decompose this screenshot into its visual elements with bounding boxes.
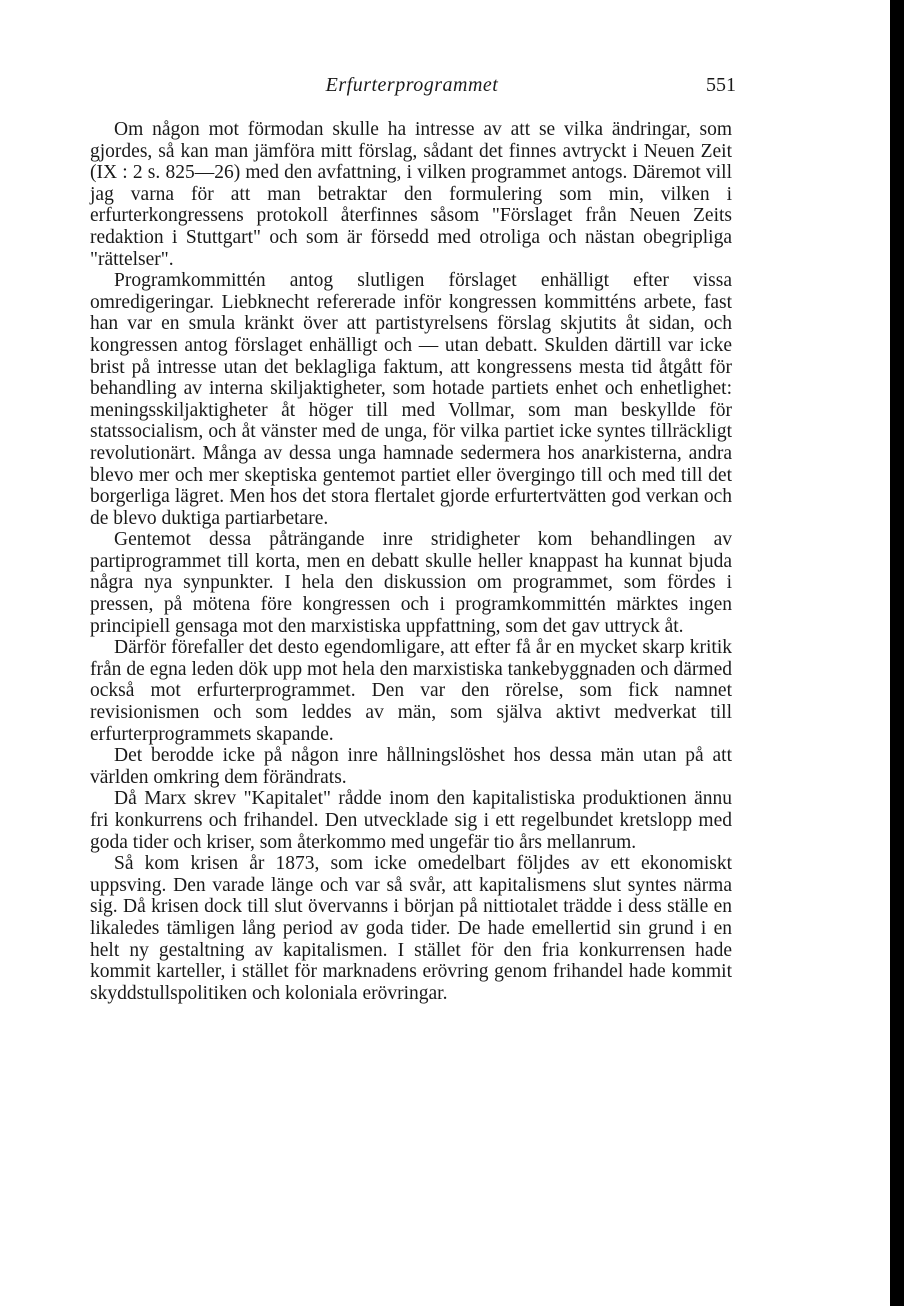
paragraph: Så kom krisen år 1873, som icke omedelbart följdes av ett ekonomiskt uppsving. Den varade länge och var så svår, att kapitalismens slut syntes närma sig. Då krisen dock till slut övervanns i början på nittiotalet trädde i dess ställe en likaledes tämligen lång period av goda tider. De hade emellertid sin grund i en helt ny gestaltning av kapitalismen. I stället för den fria konkurrensen hade kommit karteller, i stället för marknadens erövring genom frihandel hade kommit skyddstullspolitiken och koloniala erövringar. <box>90 853 732 1004</box>
paragraph: Gentemot dessa påträngande inre stridigheter kom behandlingen av partiprogrammet till korta, men en debatt skulle heller knappast ha kunnat bjuda några nya synpunkter. I hela den diskussion om programmet, som fördes i pressen, på mötena före kongressen och i programkommittén märktes ingen principiell gensaga mot den marxistiska uppfattning, som det gav uttryck åt. <box>90 529 732 637</box>
body-text <box>90 119 732 1004</box>
page-number: 551 <box>706 74 736 96</box>
paragraph: Då Marx skrev "Kapitalet" rådde inom den kapitalistiska produktionen ännu fri konkurrens och frihandel. Den utvecklade sig i ett regelbundet kretslopp med goda tider och kriser, som återkommo med ungefär tio års mellanrum. <box>90 788 732 853</box>
running-title: Erfurterprogrammet <box>325 74 499 96</box>
paragraph: Det berodde icke på någon inre hållningslöshet hos dessa män utan på att världen omkring dem förändrats. <box>90 745 732 788</box>
scan-border <box>890 0 904 1306</box>
paragraph: Programkommittén antog slutligen förslaget enhälligt efter vissa omredigeringar. Liebknecht refererade inför kongressen kommitténs arbete, fast han var en smula kränkt över att partistyrelsens förslag skjutits åt sidan, och kongressen antog förslaget enhälligt och — utan debatt. Skulden därtill var icke brist på intresse utan det beklagliga faktum, att kongressens mesta tid åtgått för behandling av interna skiljaktigheter, som hotade partiets enhet och enhetlighet: meningsskiljaktigheter åt höger till med Vollmar, som man beskyllde för statssocialism, och åt vänster med de unga, för vilka partiet icke syntes tillräckligt revolutionärt. Många av dessa unga hamnade sedermera hos anarkisterna, andra blevo mer och mer skeptiska gentemot partiet eller övergingo till och med till det borgerliga lägret. Men hos det stora flertalet gjorde erfurtertvätten god verkan och de blevo duktiga partiarbetare. <box>90 270 732 529</box>
page-header <box>88 74 736 104</box>
paragraph: Därför förefaller det desto egendomligare, att efter få år en mycket skarp kritik från de egna leden dök upp mot hela den marxistiska tankebyggnaden och därmed också mot erfurterprogrammet. Den var den rörelse, som fick namnet revisionismen och som leddes av män, som själva aktivt medverkat till erfurterprogrammets skapande. <box>90 637 732 745</box>
paragraph: Om någon mot förmodan skulle ha intresse av att se vilka ändringar, som gjordes, så kan man jämföra mitt förslag, sådant det finnes avtryckt i Neuen Zeit (IX : 2 s. 825—26) med den avfattning, i vilken programmet antogs. Däremot vill jag varna för att man betraktar den formulering som min, vilken i erfurterkongressens protokoll återfinnes såsom "Förslaget från Neuen Zeits redaktion i Stuttgart" och som är försedd med otroliga och nästan obegripliga "rättelser". <box>90 119 732 270</box>
